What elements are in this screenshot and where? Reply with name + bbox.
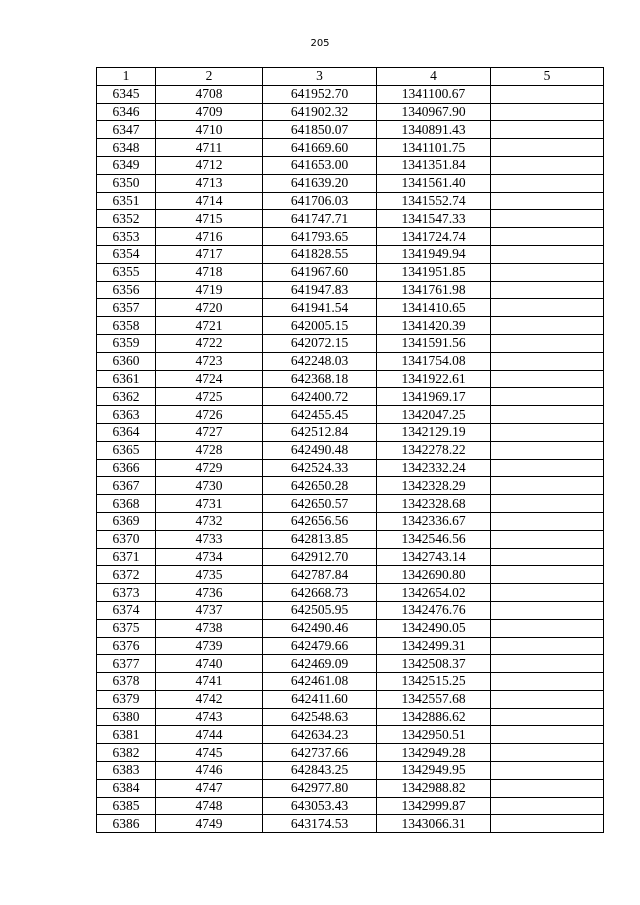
- table-row: [97, 726, 604, 744]
- table-cell: 6382: [97, 744, 156, 762]
- table-cell: [491, 245, 604, 263]
- table-cell: 1342557.68: [377, 690, 491, 708]
- table-cell: [491, 512, 604, 530]
- table-row: [97, 673, 604, 691]
- table-cell: 1341420.39: [377, 317, 491, 335]
- table-cell: 1341410.65: [377, 299, 491, 317]
- table-cell: 4734: [156, 548, 263, 566]
- table-cell: [491, 744, 604, 762]
- table-cell: 1341969.17: [377, 388, 491, 406]
- table-cell: [491, 370, 604, 388]
- table-cell: [491, 459, 604, 477]
- table-cell: 1343066.31: [377, 815, 491, 833]
- table-cell: [491, 174, 604, 192]
- table-row: [97, 584, 604, 602]
- table-cell: 1342949.95: [377, 762, 491, 780]
- table-cell: [491, 601, 604, 619]
- table-cell: [491, 637, 604, 655]
- table-cell: 4737: [156, 601, 263, 619]
- table-row: [97, 192, 604, 210]
- table-row: [97, 406, 604, 424]
- table-cell: 4740: [156, 655, 263, 673]
- table-cell: 6378: [97, 673, 156, 691]
- table-cell: 6356: [97, 281, 156, 299]
- table-cell: 6347: [97, 121, 156, 139]
- table-cell: 4733: [156, 530, 263, 548]
- table-cell: 1342950.51: [377, 726, 491, 744]
- table-cell: 4721: [156, 317, 263, 335]
- table-cell: [491, 299, 604, 317]
- table-cell: 641747.71: [263, 210, 377, 228]
- table-row: [97, 85, 604, 103]
- table-row: [97, 174, 604, 192]
- table-cell: 6372: [97, 566, 156, 584]
- table-row: [97, 352, 604, 370]
- header-cell: 1: [97, 68, 156, 86]
- table-cell: 642479.66: [263, 637, 377, 655]
- table-cell: [491, 495, 604, 513]
- table-cell: 4729: [156, 459, 263, 477]
- table-cell: 641706.03: [263, 192, 377, 210]
- table-cell: 643174.53: [263, 815, 377, 833]
- table-cell: 6363: [97, 406, 156, 424]
- table-cell: 1342047.25: [377, 406, 491, 424]
- table-row: [97, 156, 604, 174]
- table-cell: [491, 156, 604, 174]
- table-cell: 642656.56: [263, 512, 377, 530]
- table-cell: [491, 281, 604, 299]
- table-row: [97, 690, 604, 708]
- table-cell: [491, 815, 604, 833]
- header-cell: 4: [377, 68, 491, 86]
- table-cell: 1342690.80: [377, 566, 491, 584]
- table-cell: 6362: [97, 388, 156, 406]
- table-cell: 642524.33: [263, 459, 377, 477]
- header-cell: 5: [491, 68, 604, 86]
- table-cell: 4718: [156, 263, 263, 281]
- table-cell: [491, 139, 604, 157]
- table-cell: 1342999.87: [377, 797, 491, 815]
- table-cell: 4723: [156, 352, 263, 370]
- table-row: [97, 317, 604, 335]
- table-cell: 4735: [156, 566, 263, 584]
- table-cell: 6348: [97, 139, 156, 157]
- table-cell: 642005.15: [263, 317, 377, 335]
- page-number: 205: [310, 38, 330, 49]
- table-cell: 4716: [156, 228, 263, 246]
- table-cell: [491, 334, 604, 352]
- table-cell: 6367: [97, 477, 156, 495]
- table-cell: [491, 584, 604, 602]
- table-row: [97, 495, 604, 513]
- table-cell: 1341561.40: [377, 174, 491, 192]
- table-cell: 641902.32: [263, 103, 377, 121]
- table-cell: 1342129.19: [377, 423, 491, 441]
- table-cell: 642461.08: [263, 673, 377, 691]
- table-cell: 4708: [156, 85, 263, 103]
- table-cell: [491, 548, 604, 566]
- table-cell: [491, 352, 604, 370]
- table-cell: 6377: [97, 655, 156, 673]
- table-cell: 6385: [97, 797, 156, 815]
- table-row: [97, 530, 604, 548]
- table-cell: [491, 690, 604, 708]
- table-row: [97, 263, 604, 281]
- table-cell: 641947.83: [263, 281, 377, 299]
- table-cell: 1342546.56: [377, 530, 491, 548]
- table-cell: 4731: [156, 495, 263, 513]
- table-cell: 1341951.85: [377, 263, 491, 281]
- table-cell: 4714: [156, 192, 263, 210]
- table-row: [97, 708, 604, 726]
- table-row: [97, 548, 604, 566]
- header-cell: 2: [156, 68, 263, 86]
- table-cell: 1341922.61: [377, 370, 491, 388]
- table-cell: 642548.63: [263, 708, 377, 726]
- table-row: [97, 103, 604, 121]
- table-cell: 643053.43: [263, 797, 377, 815]
- table-cell: 642977.80: [263, 779, 377, 797]
- table-row: [97, 744, 604, 762]
- table-cell: [491, 263, 604, 281]
- table-cell: 1342328.29: [377, 477, 491, 495]
- table-cell: 1341754.08: [377, 352, 491, 370]
- table-row: [97, 779, 604, 797]
- table-cell: 4749: [156, 815, 263, 833]
- table-row: [97, 281, 604, 299]
- table-cell: 6353: [97, 228, 156, 246]
- table-cell: 4713: [156, 174, 263, 192]
- table-cell: [491, 655, 604, 673]
- table-row: [97, 459, 604, 477]
- table-cell: [491, 619, 604, 637]
- table-cell: 1341761.98: [377, 281, 491, 299]
- table-cell: 1342490.05: [377, 619, 491, 637]
- table-cell: [491, 797, 604, 815]
- table-cell: 641793.65: [263, 228, 377, 246]
- table-cell: 1342278.22: [377, 441, 491, 459]
- table-row: [97, 245, 604, 263]
- table-cell: 4748: [156, 797, 263, 815]
- table-row: [97, 762, 604, 780]
- table-row: [97, 210, 604, 228]
- table-cell: 1341351.84: [377, 156, 491, 174]
- table-cell: 6376: [97, 637, 156, 655]
- table-cell: 4722: [156, 334, 263, 352]
- table-cell: 641952.70: [263, 85, 377, 103]
- table-cell: 1342499.31: [377, 637, 491, 655]
- table-cell: 642650.28: [263, 477, 377, 495]
- table-cell: 4732: [156, 512, 263, 530]
- table-cell: 1342886.62: [377, 708, 491, 726]
- table-cell: 642737.66: [263, 744, 377, 762]
- table-cell: 642512.84: [263, 423, 377, 441]
- table-row: [97, 637, 604, 655]
- table-cell: 6365: [97, 441, 156, 459]
- table-cell: 1341547.33: [377, 210, 491, 228]
- table-cell: 4726: [156, 406, 263, 424]
- table-row: [97, 441, 604, 459]
- table-cell: 6371: [97, 548, 156, 566]
- table-cell: 641850.07: [263, 121, 377, 139]
- table-cell: 1342515.25: [377, 673, 491, 691]
- table-cell: 641669.60: [263, 139, 377, 157]
- table-row: [97, 601, 604, 619]
- table-cell: 641941.54: [263, 299, 377, 317]
- table-cell: 1341101.75: [377, 139, 491, 157]
- table-row: [97, 228, 604, 246]
- table-cell: 6379: [97, 690, 156, 708]
- table-cell: 642912.70: [263, 548, 377, 566]
- table-row: [97, 423, 604, 441]
- table-cell: 641653.00: [263, 156, 377, 174]
- table-cell: 6368: [97, 495, 156, 513]
- table-cell: 4724: [156, 370, 263, 388]
- table-cell: 6357: [97, 299, 156, 317]
- table-cell: 641967.60: [263, 263, 377, 281]
- table-header-row: [97, 68, 604, 86]
- table-cell: [491, 406, 604, 424]
- table-cell: 6354: [97, 245, 156, 263]
- table-cell: 642813.85: [263, 530, 377, 548]
- table-cell: 6386: [97, 815, 156, 833]
- table-cell: 4710: [156, 121, 263, 139]
- table-cell: 1341724.74: [377, 228, 491, 246]
- table-cell: 1342328.68: [377, 495, 491, 513]
- table-row: [97, 388, 604, 406]
- table-cell: [491, 423, 604, 441]
- table-cell: 6352: [97, 210, 156, 228]
- table-cell: 6358: [97, 317, 156, 335]
- table-cell: 4715: [156, 210, 263, 228]
- table-cell: [491, 762, 604, 780]
- table-cell: 1341100.67: [377, 85, 491, 103]
- table-row: [97, 619, 604, 637]
- table-cell: 4744: [156, 726, 263, 744]
- table-cell: 6351: [97, 192, 156, 210]
- table-cell: 642248.03: [263, 352, 377, 370]
- table-cell: 642455.45: [263, 406, 377, 424]
- table-cell: 1341552.74: [377, 192, 491, 210]
- table-cell: 6361: [97, 370, 156, 388]
- table-cell: 6360: [97, 352, 156, 370]
- table-row: [97, 139, 604, 157]
- table-cell: 6350: [97, 174, 156, 192]
- table-cell: 1342476.76: [377, 601, 491, 619]
- table-row: [97, 477, 604, 495]
- table-cell: 6366: [97, 459, 156, 477]
- table-cell: 641828.55: [263, 245, 377, 263]
- table-cell: 642490.46: [263, 619, 377, 637]
- table-cell: 4743: [156, 708, 263, 726]
- table-cell: [491, 317, 604, 335]
- table-cell: 642505.95: [263, 601, 377, 619]
- table-cell: 642634.23: [263, 726, 377, 744]
- table-cell: 642072.15: [263, 334, 377, 352]
- table-cell: 1340891.43: [377, 121, 491, 139]
- table-cell: 6374: [97, 601, 156, 619]
- table-cell: 6370: [97, 530, 156, 548]
- table-cell: 642490.48: [263, 441, 377, 459]
- table-cell: 1342743.14: [377, 548, 491, 566]
- table-row: [97, 512, 604, 530]
- table-cell: 4745: [156, 744, 263, 762]
- coordinates-table: [96, 67, 604, 833]
- table-cell: 4736: [156, 584, 263, 602]
- table-cell: 4741: [156, 673, 263, 691]
- table-cell: 6345: [97, 85, 156, 103]
- table-cell: [491, 85, 604, 103]
- table-cell: 4711: [156, 139, 263, 157]
- table-cell: 1340967.90: [377, 103, 491, 121]
- table-cell: 642400.72: [263, 388, 377, 406]
- table-cell: [491, 192, 604, 210]
- table-cell: 1341949.94: [377, 245, 491, 263]
- table-cell: 641639.20: [263, 174, 377, 192]
- table-cell: [491, 121, 604, 139]
- table-cell: [491, 708, 604, 726]
- table-row: [97, 334, 604, 352]
- table-cell: 1342654.02: [377, 584, 491, 602]
- table-cell: 1342332.24: [377, 459, 491, 477]
- table-cell: 642650.57: [263, 495, 377, 513]
- table-cell: 4728: [156, 441, 263, 459]
- table-cell: 4747: [156, 779, 263, 797]
- header-cell: 3: [263, 68, 377, 86]
- table-cell: [491, 388, 604, 406]
- table-cell: [491, 441, 604, 459]
- table-cell: 4720: [156, 299, 263, 317]
- table-cell: 642411.60: [263, 690, 377, 708]
- table-body: [97, 85, 604, 832]
- table-cell: [491, 779, 604, 797]
- table-cell: 4719: [156, 281, 263, 299]
- table-cell: [491, 566, 604, 584]
- table-row: [97, 121, 604, 139]
- table-row: [97, 797, 604, 815]
- table-cell: 6373: [97, 584, 156, 602]
- table-cell: 4742: [156, 690, 263, 708]
- table-cell: 6359: [97, 334, 156, 352]
- table-cell: 4730: [156, 477, 263, 495]
- table-cell: 6383: [97, 762, 156, 780]
- table-cell: [491, 477, 604, 495]
- table-row: [97, 815, 604, 833]
- table-cell: 642787.84: [263, 566, 377, 584]
- table-cell: 642368.18: [263, 370, 377, 388]
- table-cell: 642469.09: [263, 655, 377, 673]
- table-cell: 4727: [156, 423, 263, 441]
- table-row: [97, 370, 604, 388]
- table-cell: 1342949.28: [377, 744, 491, 762]
- table-cell: 6346: [97, 103, 156, 121]
- table-cell: 4746: [156, 762, 263, 780]
- table-cell: [491, 103, 604, 121]
- table-cell: 6384: [97, 779, 156, 797]
- table-row: [97, 566, 604, 584]
- table-cell: 6349: [97, 156, 156, 174]
- table-cell: 4717: [156, 245, 263, 263]
- table-cell: 642843.25: [263, 762, 377, 780]
- table-cell: 4712: [156, 156, 263, 174]
- table-cell: 1342336.67: [377, 512, 491, 530]
- table-cell: 6380: [97, 708, 156, 726]
- table-cell: [491, 726, 604, 744]
- table-cell: 4709: [156, 103, 263, 121]
- table-cell: [491, 530, 604, 548]
- table-cell: [491, 210, 604, 228]
- table-cell: 6375: [97, 619, 156, 637]
- table-cell: 642668.73: [263, 584, 377, 602]
- table-cell: 1342508.37: [377, 655, 491, 673]
- table-cell: 4739: [156, 637, 263, 655]
- table-cell: 6381: [97, 726, 156, 744]
- table-cell: 6355: [97, 263, 156, 281]
- table-cell: [491, 228, 604, 246]
- table-cell: 4725: [156, 388, 263, 406]
- table-row: [97, 299, 604, 317]
- table-row: [97, 655, 604, 673]
- table-cell: 1341591.56: [377, 334, 491, 352]
- table-cell: 1342988.82: [377, 779, 491, 797]
- table-cell: 6364: [97, 423, 156, 441]
- table-cell: 6369: [97, 512, 156, 530]
- table-cell: [491, 673, 604, 691]
- table-cell: 4738: [156, 619, 263, 637]
